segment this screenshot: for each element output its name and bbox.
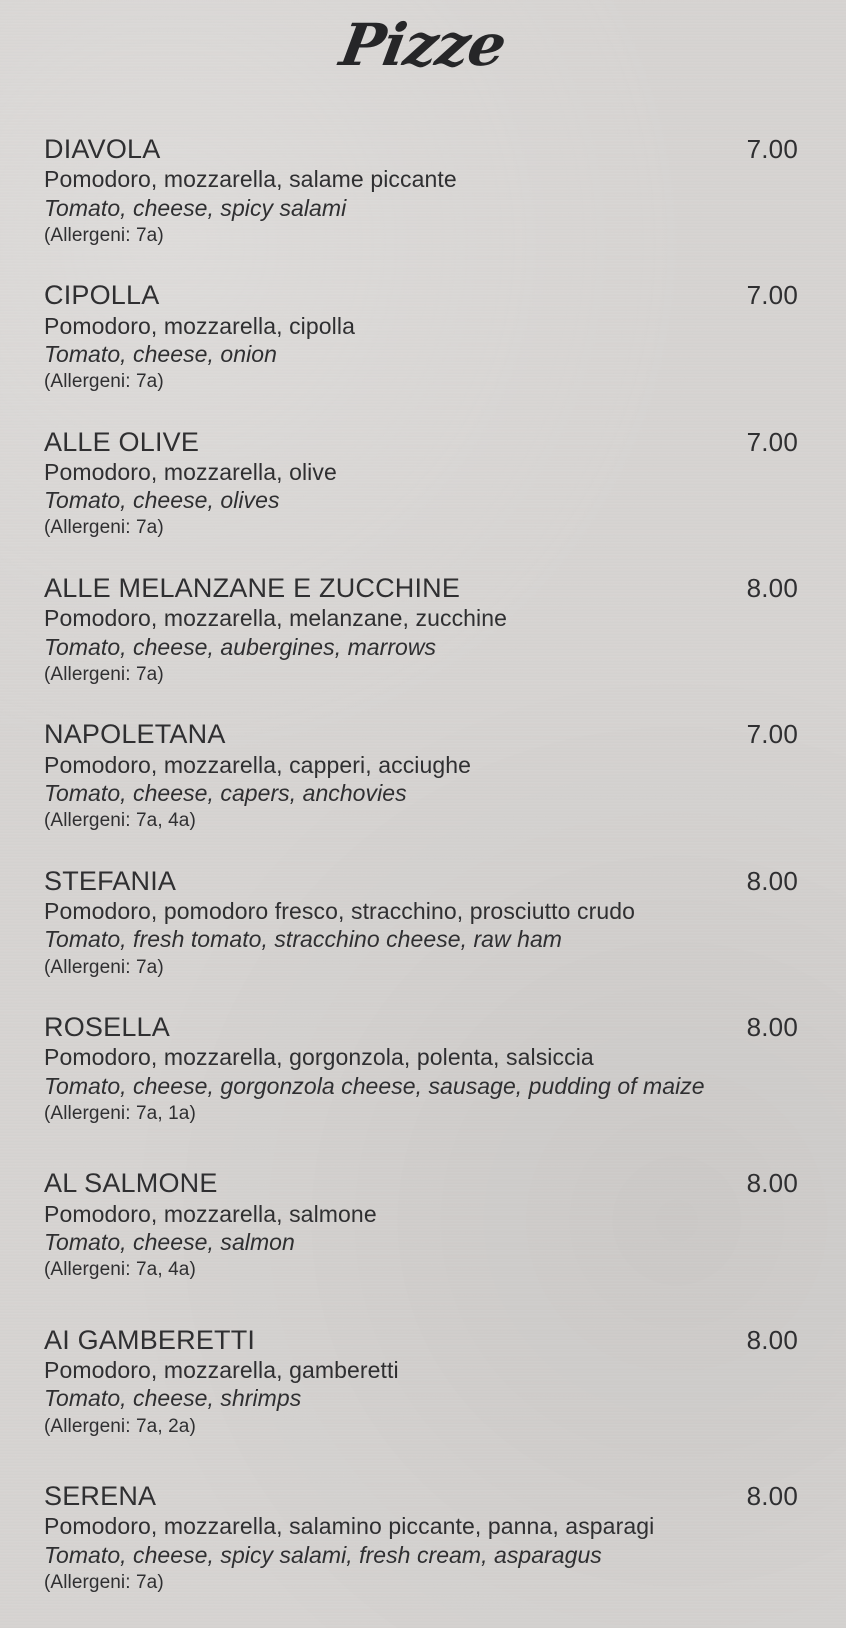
menu-item-description-english: Tomato, cheese, capers, anchovies [44,779,407,806]
menu-item-description-english: Tomato, cheese, gorgonzola cheese, sausage, pudding of maize [44,1072,705,1099]
menu-item-header [44,1325,802,1355]
menu-item-allergens: (Allergeni: 7a) [44,1571,164,1593]
menu-item-description-italian: Pomodoro, mozzarella, gorgonzola, polenta, salsiccia [44,1044,594,1071]
menu-item-description-italian: Pomodoro, pomodoro fresco, stracchino, prosciutto crudo [44,897,636,924]
menu-item-alle-olive [44,427,802,542]
menu-item-name: STEFANIA [44,865,177,896]
menu-item-cipolla [44,280,802,395]
menu-item-description-italian: Pomodoro, mozzarella, salame piccante [44,166,457,193]
menu-item-header [44,866,802,896]
menu-item-name: ALLE OLIVE [44,426,200,457]
menu-item-description-italian: Pomodoro, mozzarella, capperi, acciughe [44,751,472,778]
menu-item-header [44,134,802,164]
menu-item-alle-melanzane-e-zucchine [44,573,802,688]
menu-item-header [44,1481,802,1511]
menu-item-description-italian: Pomodoro, mozzarella, salmone [44,1200,377,1227]
menu-item-price: 8.00 [746,1168,798,1199]
menu-item-name: ROSELLA [44,1012,170,1043]
menu-item-rosella [44,1012,802,1127]
menu-item-allergens: (Allergeni: 7a) [44,224,164,246]
menu-item-ai-gamberetti [44,1325,802,1440]
menu-item-name: ALLE MELANZANE E ZUCCHINE [44,573,461,604]
menu-item-name: AI GAMBERETTI [44,1324,256,1355]
menu-item-description-italian: Pomodoro, mozzarella, olive [44,458,337,485]
menu-item-description-italian: Pomodoro, mozzarella, cipolla [44,312,355,339]
menu-item-description-english: Tomato, fresh tomato, stracchino cheese, raw ham [44,926,563,953]
menu-item-header [44,427,802,457]
menu-item-stefania [44,866,802,981]
menu-item-allergens: (Allergeni: 7a) [44,371,164,393]
menu-item-price: 8.00 [746,1481,798,1512]
menu-item-allergens: (Allergeni: 7a, 4a) [44,810,196,832]
menu-item-name: SERENA [44,1481,157,1512]
menu-item-price: 7.00 [746,719,798,750]
menu-item-allergens: (Allergeni: 7a, 1a) [44,1102,196,1124]
menu-item-description-english: Tomato, cheese, shrimps [44,1385,302,1412]
menu-item-description-english: Tomato, cheese, spicy salami [44,194,347,221]
menu-item-price: 7.00 [746,134,798,164]
menu-item-price: 7.00 [746,280,798,311]
menu-item-description-english: Tomato, cheese, olives [44,487,280,514]
menu-item-header [44,1168,802,1198]
menu-item-price: 8.00 [746,1012,798,1043]
menu-item-al-salmone [44,1168,802,1283]
menu-item-price: 8.00 [746,1324,798,1355]
pizza-menu-list [44,134,802,1627]
menu-item-description-english: Tomato, cheese, salmon [44,1228,295,1255]
menu-item-allergens: (Allergeni: 7a, 2a) [44,1415,196,1437]
menu-item-allergens: (Allergeni: 7a) [44,956,164,978]
menu-item-serena [44,1481,802,1596]
menu-item-napoletana [44,719,802,834]
menu-item-description-italian: Pomodoro, mozzarella, salamino piccante, panna, asparagi [44,1513,655,1540]
menu-item-allergens: (Allergeni: 7a) [44,517,164,539]
menu-item-diavola [44,134,802,249]
menu-item-header [44,1012,802,1042]
menu-item-header [44,719,802,749]
menu-item-price: 8.00 [746,865,798,896]
menu-item-name: DIAVOLA [44,134,161,164]
menu-item-name: CIPOLLA [44,280,160,311]
menu-item-allergens: (Allergeni: 7a) [44,663,164,685]
menu-item-name: AL SALMONE [44,1168,218,1199]
menu-item-price: 8.00 [746,573,798,604]
menu-item-description-english: Tomato, cheese, onion [44,340,277,367]
menu-item-header [44,573,802,603]
menu-item-description-english: Tomato, cheese, spicy salami, fresh cream, asparagus [44,1541,602,1568]
menu-item-description-italian: Pomodoro, mozzarella, melanzane, zucchine [44,605,508,632]
menu-item-description-english: Tomato, cheese, aubergines, marrows [44,633,437,660]
page-title: Pizze [335,11,511,79]
menu-item-allergens: (Allergeni: 7a, 4a) [44,1259,196,1281]
menu-item-header [44,280,802,310]
menu-item-description-italian: Pomodoro, mozzarella, gamberetti [44,1356,399,1383]
menu-item-price: 7.00 [746,426,798,457]
menu-item-name: NAPOLETANA [44,719,226,750]
